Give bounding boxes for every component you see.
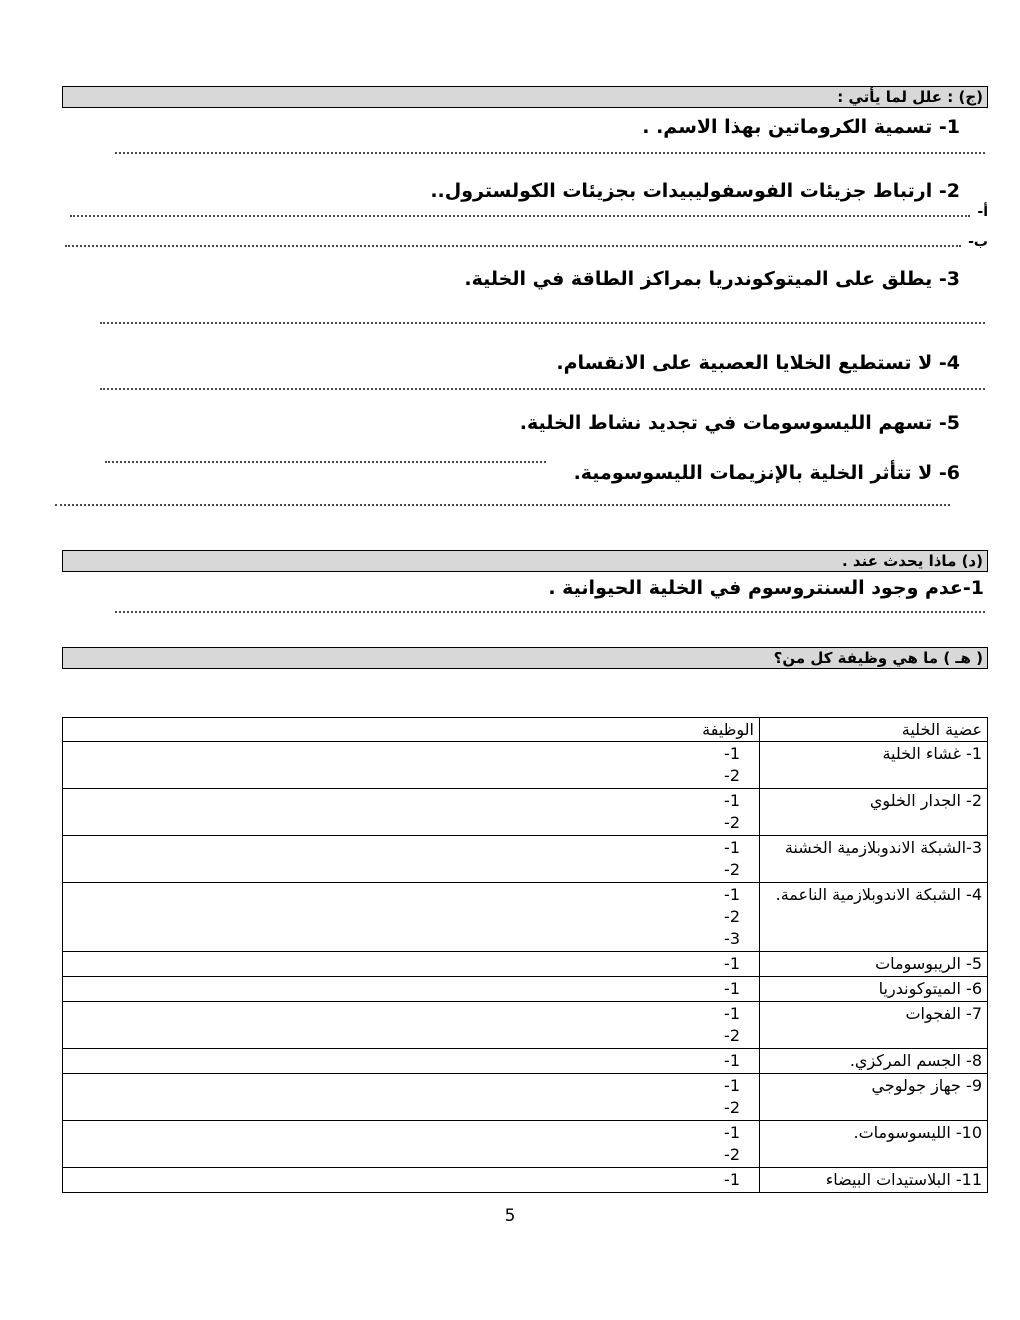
function-item: -1 (724, 744, 740, 763)
section-c-header-bar (62, 86, 988, 108)
question-c5: 5- تسهم الليسوسومات في تجديد نشاط الخلية. (519, 412, 960, 434)
function-item: -1 (724, 954, 740, 973)
organelle-cell: 3-الشبكة الاندوبلازمية الخشنة (760, 836, 988, 883)
table-row (63, 1121, 988, 1168)
question-d1: 1-عدم وجود السنتروسوم في الخلية الحيوانية . (548, 577, 984, 599)
question-c1: 1- تسمية الكروماتين بهذا الاسم. . (642, 116, 960, 138)
table-row (63, 1074, 988, 1121)
answer-line-d1 (115, 611, 985, 613)
function-cell (63, 1121, 760, 1168)
section-e-header-bar (62, 647, 988, 669)
answer-line-c6 (55, 504, 950, 506)
answer-line-c5 (105, 460, 546, 463)
answer-line-c2a (70, 215, 970, 217)
organelle-cell: 9- جهاز جولوجي (760, 1074, 988, 1121)
table-row (63, 952, 988, 977)
table-row (63, 742, 988, 789)
function-item: -1 (724, 1123, 740, 1142)
organelle-cell: 6- الميتوكوندريا (760, 977, 988, 1002)
function-item: -1 (724, 885, 740, 904)
answer-line-c2b (65, 245, 961, 247)
function-item: -1 (724, 979, 740, 998)
function-cell (63, 1074, 760, 1121)
function-cell (63, 952, 760, 977)
function-cell (63, 742, 760, 789)
organelle-function-table (62, 717, 988, 1193)
function-item: -2 (724, 860, 740, 879)
organelle-cell: 2- الجدار الخلوي (760, 789, 988, 836)
section-e-title: ( هـ ) ما هي وظيفة كل من؟ (773, 649, 983, 667)
function-cell (63, 1049, 760, 1074)
table-row (63, 789, 988, 836)
function-cell (63, 883, 760, 952)
organelle-cell: 4- الشبكة الاندوبلازمية الناعمة. (760, 883, 988, 952)
function-item: -3 (724, 929, 740, 948)
function-item: -2 (724, 1098, 740, 1117)
function-cell (63, 836, 760, 883)
answer-line-c3 (100, 322, 985, 324)
organelle-cell: 10- الليسوسومات. (760, 1121, 988, 1168)
question-c4: 4- لا تستطيع الخلايا العصبية على الانقسام. (556, 352, 960, 374)
table-row (63, 1168, 988, 1193)
answer-line-c1 (115, 152, 985, 154)
question-c3: 3- يطلق على الميتوكوندريا بمراكز الطاقة في الخلية. (464, 268, 960, 290)
question-c6: 6- لا تتأثر الخلية بالإنزيمات الليسوسومية. (573, 462, 960, 484)
function-cell (63, 1002, 760, 1049)
function-column-header: الوظيفة (63, 718, 760, 742)
table-row (63, 1049, 988, 1074)
function-cell (63, 1168, 760, 1193)
function-item: -1 (724, 1004, 740, 1023)
organelle-cell: 1- غشاء الخلية (760, 742, 988, 789)
answer-row-c2a (62, 204, 988, 220)
function-cell (63, 977, 760, 1002)
function-cell (63, 789, 760, 836)
organelle-cell: 8- الجسم المركزي. (760, 1049, 988, 1074)
answer-line-c4 (100, 388, 985, 390)
function-item: -2 (724, 907, 740, 926)
table-header-row (63, 718, 988, 742)
sub-label-a: أ- (977, 204, 988, 220)
function-item: -1 (724, 1076, 740, 1095)
function-item: -2 (724, 1145, 740, 1164)
organelle-column-header: عضية الخلية (760, 718, 988, 742)
table-row (63, 836, 988, 883)
function-item: -1 (724, 791, 740, 810)
section-d-title: (د) ماذا يحدث عند . (842, 552, 983, 570)
table-row (63, 883, 988, 952)
question-c2: 2- ارتباط جزيئات الفوسفوليبيدات بجزيئات الكولسترول.. (430, 180, 960, 202)
function-item: -1 (724, 1051, 740, 1070)
function-item: -2 (724, 766, 740, 785)
organelle-cell: 7- الفجوات (760, 1002, 988, 1049)
section-d-header-bar (62, 550, 988, 572)
table-row (63, 977, 988, 1002)
function-item: -1 (724, 1170, 740, 1189)
function-item: -2 (724, 813, 740, 832)
section-c-title: (ج) : علل لما يأتي : (837, 88, 983, 106)
sub-label-b: ب- (968, 234, 988, 250)
organelle-cell: 11- البلاستيدات البيضاء (760, 1168, 988, 1193)
organelle-cell: 5- الريبوسومات (760, 952, 988, 977)
answer-row-c2b (62, 234, 988, 250)
table-row (63, 1002, 988, 1049)
page-number: 5 (504, 1206, 516, 1226)
question-c6-row (62, 460, 988, 486)
function-item: -2 (724, 1026, 740, 1045)
function-item: -1 (724, 838, 740, 857)
